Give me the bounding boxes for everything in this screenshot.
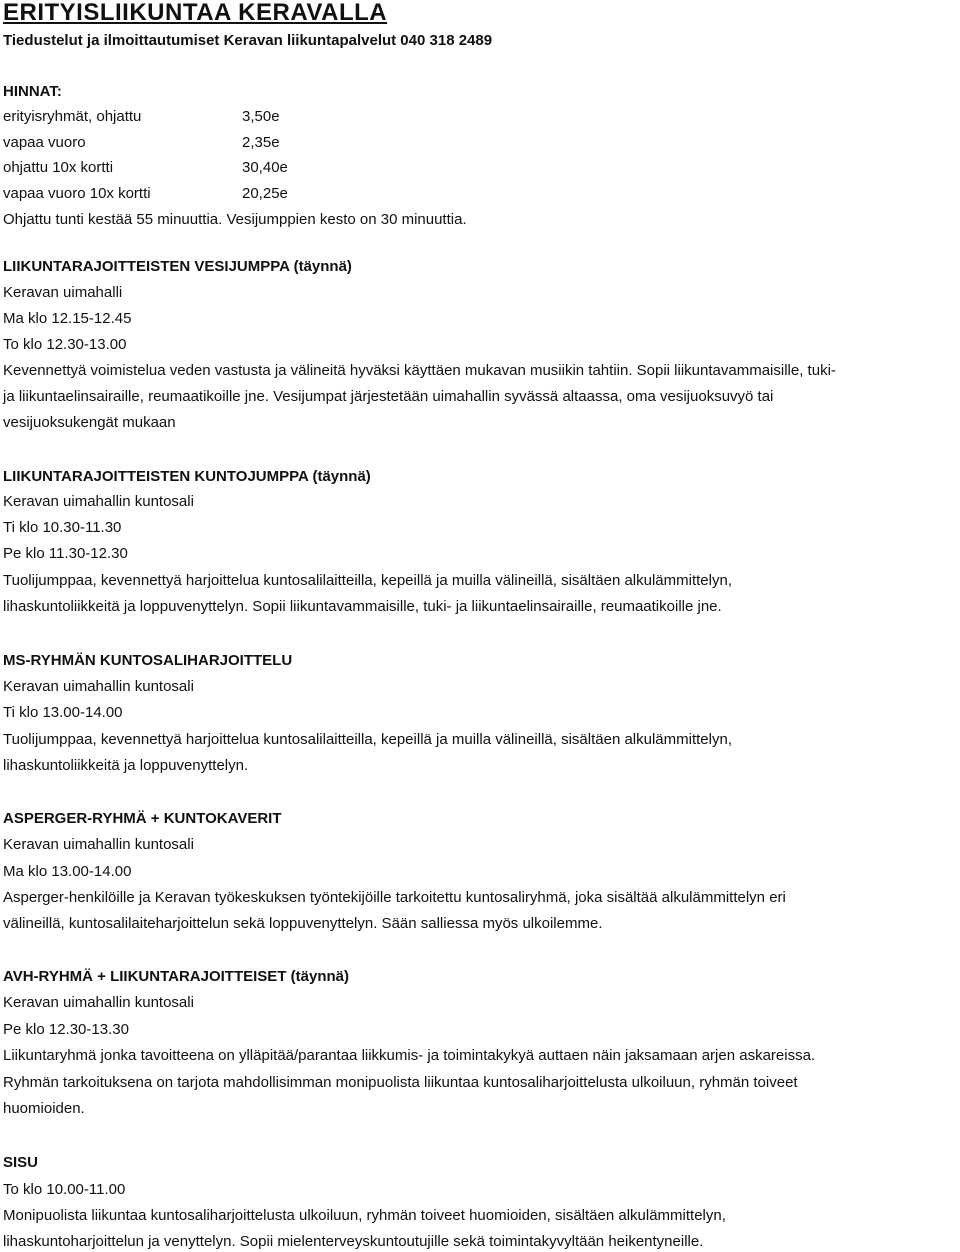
section-description: Ryhmän tarkoituksena on tarjota mahdollisimman monipuolista liikuntaa kuntosaliharjoittelusta ulkoiluun, ryhmän toiveet [3,1074,798,1091]
section-description: Tuolijumppaa, kevennettyä harjoittelua kuntosalilaitteilla, kepeillä ja muilla välineillä, sisältäen alkulämmittelyn, [3,731,732,748]
section-time: To klo 12.30-13.00 [3,336,127,353]
section-time: Pe klo 11.30-12.30 [3,545,128,562]
section-location: Keravan uimahallin kuntosali [3,678,194,695]
section-location: Keravan uimahallin kuntosali [3,836,194,853]
section-heading: LIIKUNTARAJOITTEISTEN KUNTOJUMPPA (täynnä) [3,468,371,485]
section-time: Ma klo 13.00-14.00 [3,863,132,880]
section-description: Asperger-henkilöille ja Keravan työkeskuksen työntekijöille tarkoitettu kuntosaliryhmä, joka sisältää alkulämmittelyn eri [3,889,786,906]
section-description: huomioiden. [3,1100,85,1117]
section-heading: AVH-RYHMÄ + LIIKUNTARAJOITTEISET (täynnä) [3,968,349,985]
section-location: Keravan uimahalli [3,284,123,301]
section-description: Tuolijumppaa, kevennettyä harjoittelua kuntosalilaitteilla, kepeillä ja muilla välineillä, sisältäen alkulämmittelyn, [3,572,732,589]
prices-heading: HINNAT: [3,83,62,100]
section-time: Pe klo 12.30-13.30 [3,1021,129,1038]
section-heading: ASPERGER-RYHMÄ + KUNTOKAVERIT [3,810,282,827]
section-description: Monipuolista liikuntaa kuntosaliharjoittelusta ulkoiluun, ryhmän toiveet huomioiden, sisältäen alkulämmittelyn, [3,1207,726,1224]
section-time: To klo 10.00-11.00 [3,1181,126,1198]
section-heading: LIIKUNTARAJOITTEISTEN VESIJUMPPA (täynnä) [3,258,352,275]
price-item-value: 3,50e [242,108,280,125]
section-heading: MS-RYHMÄN KUNTOSALIHARJOITTELU [3,652,293,669]
section-description: lihaskuntoliikkeitä ja loppuvenyttelyn. [3,757,249,774]
price-item-value: 20,25e [242,185,288,202]
section-location: Keravan uimahallin kuntosali [3,493,194,510]
section-time: Ti klo 10.30-11.30 [3,519,122,536]
section-time: Ma klo 12.15-12.45 [3,310,132,327]
section-location: Keravan uimahallin kuntosali [3,994,194,1011]
section-heading: SISU [3,1154,39,1171]
price-item-value: 2,35e [242,134,280,151]
contact-info: Tiedustelut ja ilmoittautumiset Keravan liikuntapalvelut 040 318 2489 [3,32,493,49]
page-title: ERITYISLIIKUNTAA KERAVALLA [3,0,388,26]
section-time: Ti klo 13.00-14.00 [3,704,123,721]
section-description: lihaskuntoharjoittelun ja venyttelyn. Sopii mielenterveyskuntoutujille sekä toimintakyvyltään heikentyneille. [3,1233,704,1250]
section-description: vesijuoksukengät mukaan [3,414,176,431]
prices-note: Ohjattu tunti kestää 55 minuuttia. Vesijumppien kesto on 30 minuuttia. [3,211,467,228]
section-description: ja liikuntaelinsairaille, reumaatikoille jne. Vesijumpat järjestetään uimahallin syvässä altaassa, oma vesijuoksuvyö tai [3,388,774,405]
price-item-name: vapaa vuoro 10x kortti [3,185,151,202]
price-item-value: 30,40e [242,159,288,176]
section-description: lihaskuntoliikkeitä ja loppuvenyttelyn. Sopii liikuntavammaisille, tuki- ja liikuntaelinsairaille, reumaatikoille jne. [3,598,722,615]
price-item-name: erityisryhmät, ohjattu [3,108,142,125]
section-description: Kevennettyä voimistelua veden vastusta ja välineitä hyväksi käyttäen mukavan musiikin tahtiin. Sopii liikuntavammaisille, tuki- [3,362,836,379]
price-item-name: ohjattu 10x kortti [3,159,114,176]
price-item-name: vapaa vuoro [3,134,86,151]
section-description: välineillä, kuntosalilaiteharjoittelun sekä loppuvenyttelyn. Sään salliessa myös ulkoilemme. [3,915,603,932]
section-description: Liikuntaryhmä jonka tavoitteena on ylläpitää/parantaa liikkumis- ja toimintakykyä auttaen näin jaksamaan arjen askareissa. [3,1047,816,1064]
